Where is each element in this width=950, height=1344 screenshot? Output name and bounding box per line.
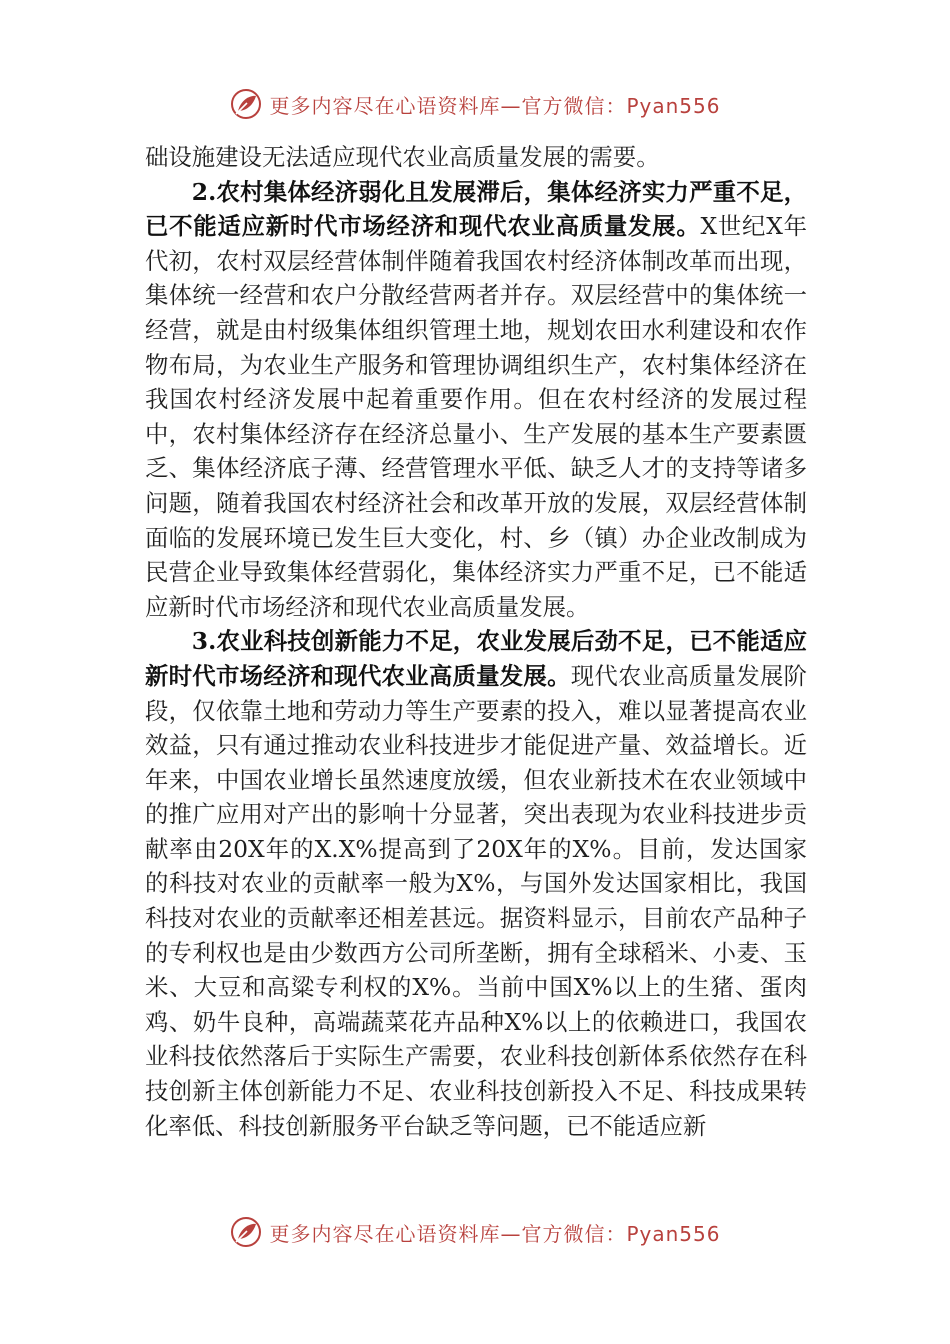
leaf-logo-icon [229, 1215, 263, 1249]
paragraph-1: 础设施建设无法适应现代农业高质量发展的需要。 [145, 143, 660, 171]
document-body [145, 140, 807, 1143]
leaf-logo-icon [229, 87, 263, 121]
paragraph-2-body: X世纪X年代初，农村双层经营体制伴随着我国农村经济体制改革而出现，集体统一经营和农户分散经营两者并存。双层经营中的集体统一经营，就是由村级集体组织管理土地，规划农田水利建设和农作物布局，为农业生产服务和管理协调组织生产，农村集体经济在我国农村经济发展中起着重要作用。但在农村经济的发展过程中，农村集体经济存在经济总量小、生产发展的基本生产要素匮乏、集体经济底子薄、经营管理水平低、缺乏人才的支持等诸多问题，随着我国农村经济社会和改革开放的发展，双层经营体制面临的发展环境已发生巨大变化，村、乡（镇）办企业改制成为民营企业导致集体经营弱化，集体经济实力严重不足，已不能适应新时代市场经济和现代农业高质量发展。 [145, 212, 808, 621]
paragraph-2 [145, 175, 807, 625]
paragraph-3-heading: 3.农业科技创新能力不足，农业发展后劲不足，已不能适应新时代市场经济和现代农业高质量发展。 [145, 627, 807, 690]
header-watermark [0, 84, 950, 124]
footer-watermark [0, 1212, 950, 1252]
header-watermark-text: 更多内容尽在心语资料库—官方微信：Pyan556 [269, 93, 721, 118]
paragraph-2-heading: 2.农村集体经济弱化且发展滞后，集体经济实力严重不足，已不能适应新时代市场经济和现代农业高质量发展。 [145, 177, 807, 241]
paragraph-3-body: 现代农业高质量发展阶段，仅依靠土地和劳动力等生产要素的投入，难以显著提高农业效益，只有通过推动农业科技进步才能促进产量、效益增长。近年来，中国农业增长虽然速度放缓，但农业新技术在农业领域中的推广应用对产出的影响十分显著，突出表现为农业科技进步贡献率由20X年的X.X%提高到了20X年的X%。目前，发达国家的科技对农业的贡献率一般为X%，与国外发达国家相比，我国科技对农业的贡献率还相差甚远。据资料显示，目前农产品种子的专利权也是由少数西方公司所垄断，拥有全球稻米、小麦、玉米、大豆和高粱专利权的X%。当前中国X%以上的生猪、蛋肉鸡、奶牛良种，高端蔬菜花卉品种X%以上的依赖进口，我国农业科技依然落后于实际生产需要，农业科技创新体系依然存在科技创新主体创新能力不足、农业科技创新投入不足、科技成果转化率低、科技创新服务平台缺乏等问题，已不能适应新 [145, 661, 808, 1140]
footer-watermark-text: 更多内容尽在心语资料库—官方微信：Pyan556 [269, 1221, 721, 1246]
paragraph-3 [145, 624, 807, 1143]
